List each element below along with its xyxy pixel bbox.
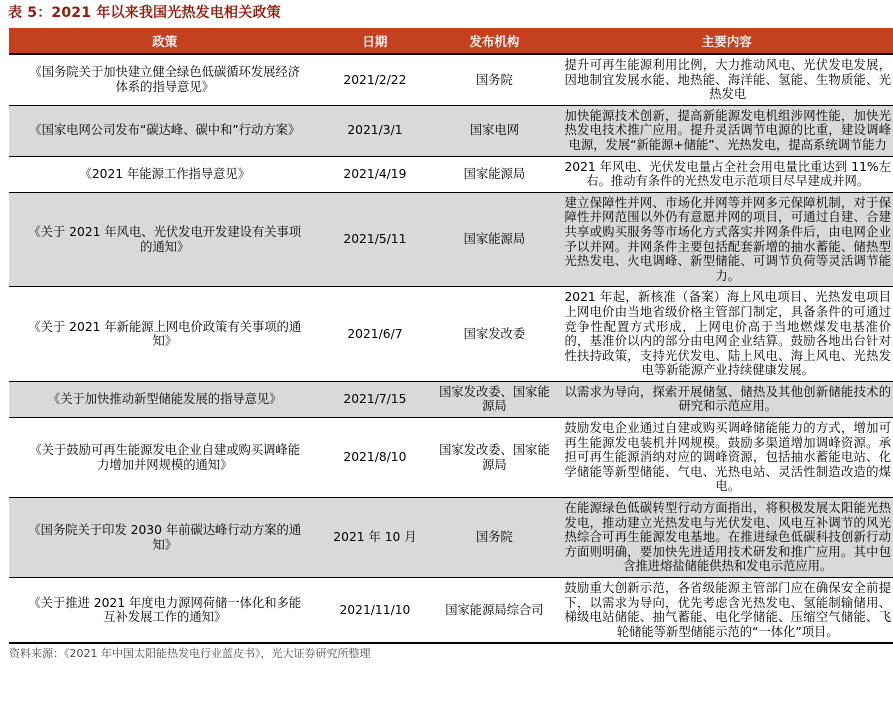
header-policy: 政策 <box>9 28 321 54</box>
policy-agency-cell: 国家能源局 <box>429 156 559 192</box>
policy-title-cell: 《关于鼓励可再生能源发电企业自建或购买调峰能力增加并网规模的通知》 <box>9 418 321 498</box>
policy-content-cell: 提升可再生能源利用比例，大力推动风电、光伏发电发展，因地制宜发展水能、地热能、海洋能、氢能、生物质能、光热发电 <box>564 58 891 102</box>
table-row <box>9 287 893 382</box>
policy-content-cell: 建立保障性并网、市场化并网等并网多元保障机制，对于保障性并网范围以外仍有意愿并网的项目，可通过自建、合建共享或购买服务等市场化方式落实并网条件后，由电网企业予以并网。并网条件主要包括配套新增的抽水蓄能、储热型光热发电、火电调峰、新型储能、可调节负荷等灵活调节能力。 <box>559 192 893 287</box>
header-date: 日期 <box>321 28 430 54</box>
policy-title-cell: 《关于推进 2021 年度电力源网荷储一体化和多能互补发展工作的通知》 <box>9 578 321 644</box>
policy-content-cell: 加快能源技术创新，提高新能源发电机组涉网性能，加快光热发电技术推广应用。提升灵活调节电源的比重，建设调峰电源，发展“新能源+储能”、光热发电，提高系统调节能力 <box>559 105 893 156</box>
policy-title-cell: 《关于加快推动新型储能发展的指导意见》 <box>9 381 321 417</box>
table-body <box>9 54 893 643</box>
policy-date-cell: 2021/2/22 <box>343 72 407 87</box>
table-row <box>9 156 893 192</box>
policy-title-cell: 《2021 年能源工作指导意见》 <box>9 156 321 192</box>
policy-date-cell: 2021 年 10 月 <box>321 498 430 578</box>
policy-date-cell: 2021/6/7 <box>321 287 430 382</box>
policy-date-cell: 2021/7/15 <box>321 381 430 417</box>
table-row <box>9 105 893 156</box>
policy-title-cell: 《关于 2021 年风电、光伏发电开发建设有关事项的通知》 <box>9 192 321 287</box>
policy-content-cell: 2021 年风电、光伏发电量占全社会用电量比重达到 11%左右。推动有条件的光热发电示范项目尽早建成并网。 <box>559 156 893 192</box>
policy-title-cell: 《国务院关于印发 2030 年前碳达峰行动方案的通知》 <box>9 498 321 578</box>
policy-agency-cell: 国家发改委 <box>429 287 559 382</box>
policy-title-cell: 《国家电网公司发布“碳达峰、碳中和”行动方案》 <box>9 105 321 156</box>
table-row <box>9 498 893 578</box>
policy-title-cell: 《关于 2021 年新能源上网电价政策有关事项的通知》 <box>9 287 321 382</box>
table-row <box>9 578 893 644</box>
policy-agency-cell: 国家发改委、国家能源局 <box>429 418 559 498</box>
table-row <box>9 192 893 287</box>
policy-content-cell: 2021 年起，新核准（备案）海上风电项目、光热发电项目上网电价由当地省级价格主管部门制定，具备条件的可通过竞争性配置方式形成，上网电价高于当地燃煤发电基准价的，基准价以内的部分由电网企业结算。鼓励各地出台针对性扶持政策，支持光伏发电、陆上风电、海上风电、光热发电等新能源产业持续健康发展。 <box>559 287 893 382</box>
policy-agency-cell: 国务院 <box>429 498 559 578</box>
policy-date-cell: 2021/3/1 <box>321 105 430 156</box>
policy-agency-cell: 国家能源局综合司 <box>429 578 559 644</box>
policy-agency-cell: 国务院 <box>475 72 513 87</box>
policy-title-cell: 《国务院关于加快建立健全绿色低碳循环发展经济体系的指导意见》 <box>29 65 301 94</box>
policy-content-cell: 鼓励发电企业通过自建或购买调峰储能能力的方式，增加可再生能源发电装机并网规模。鼓励多渠道增加调峰资源。承担可再生能源消纳对应的调峰资源，包括抽水蓄能电站、化学储能等新型储能、气电、光热电站、灵活性制造改造的煤电。 <box>559 418 893 498</box>
table-row <box>9 418 893 498</box>
policy-date-cell: 2021/11/10 <box>321 578 430 644</box>
policy-content-cell: 以需求为导向，探索开展储氢、储热及其他创新储能技术的研究和示范应用。 <box>559 381 893 417</box>
policy-content-cell: 在能源绿色低碳转型行动方面指出，将积极发展太阳能光热发电，推动建立光热发电与光伏发电、风电互补调节的风光热综合可再生能源发电基地。在推进绿色低碳科技创新行动方面则明确，要加快先进适用技术研发和推广应用。其中包含推进熔盐储能供热和发电示范应用。 <box>559 498 893 578</box>
policy-date-cell: 2021/8/10 <box>321 418 430 498</box>
policy-agency-cell: 国家能源局 <box>429 192 559 287</box>
table-header-row <box>9 28 893 54</box>
header-content: 主要内容 <box>559 28 893 54</box>
policy-content-cell: 鼓励重大创新示范，各省级能源主管部门应在确保安全前提下，以需求为导向，优先考虑含光热发电、氢能制输储用、梯级电站储能、抽气蓄能、电化学储能、压缩空气储能、飞轮储能等新型储能示范的“一体化”项目。 <box>559 578 893 644</box>
policy-date-cell: 2021/4/19 <box>321 156 430 192</box>
policy-date-cell: 2021/5/11 <box>321 192 430 287</box>
header-agency: 发布机构 <box>429 28 559 54</box>
source-note: 资料来源：《2021 年中国太阳能热发电行业蓝皮书》，光大证券研究所整理 <box>9 647 371 661</box>
table-row <box>9 54 893 105</box>
table-row <box>9 381 893 417</box>
policy-agency-cell: 国家电网 <box>429 105 559 156</box>
policy-agency-cell: 国家发改委、国家能源局 <box>429 381 559 417</box>
policy-table <box>9 28 893 644</box>
table-title: 表 5：2021 年以来我国光热发电相关政策 <box>8 5 281 21</box>
